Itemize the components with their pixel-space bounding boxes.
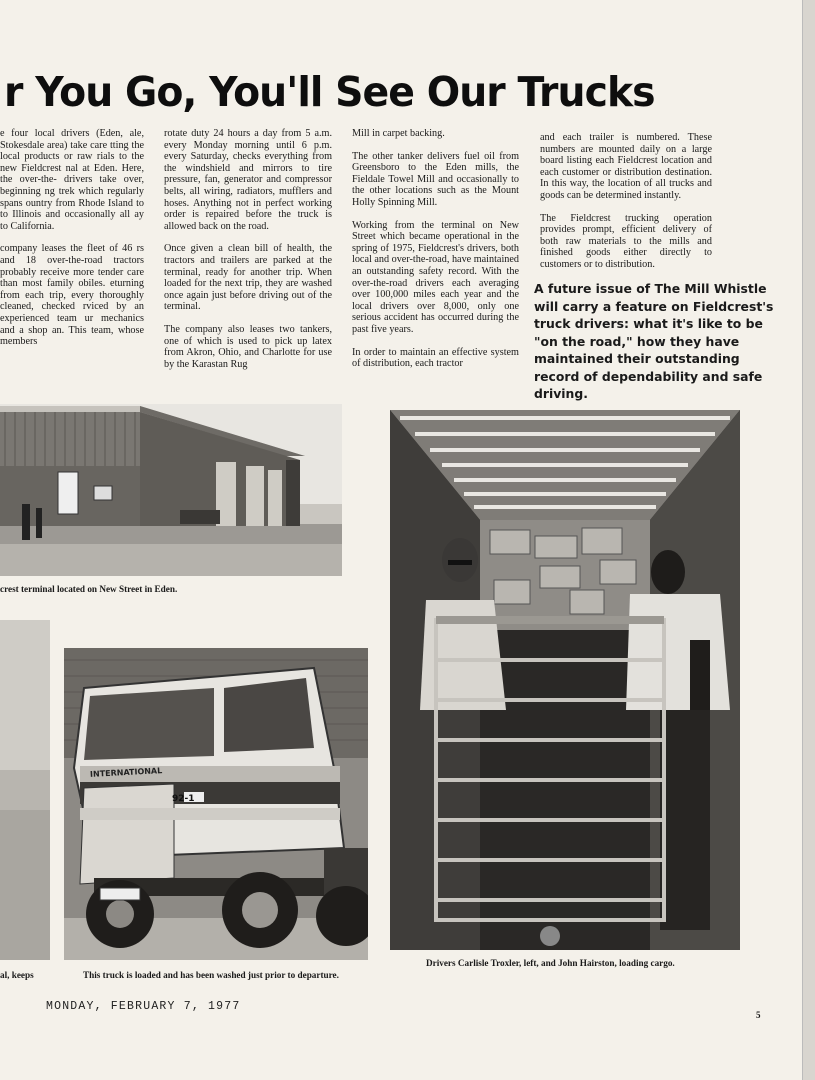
paragraph: The other tanker delivers fuel oil from Greensboro to the Eden mills, the Fieldale Towel Mill and occasionally to the other locations such as the Mount Holly Spinning Mill. bbox=[352, 150, 519, 208]
terminal-illustration bbox=[0, 404, 342, 576]
paragraph: Mill in carpet backing. bbox=[352, 128, 445, 139]
paragraph: company leases the fleet of 46 rs and 18 over-the-road tractors probably receive more tender care than most family obiles. eturning from each trip, every thoroughly cleaned, checked rviced by an experienced team ur mechanics and a shop an. This team, whose members bbox=[0, 243, 144, 348]
left-fragment-caption: al, keeps bbox=[0, 970, 34, 980]
paragraph: Working from the terminal on New Street which became operational in the spring of 1975, Fieldcrest's drivers, both local and over-the-road, have maintained an outstanding safety record. With the over-the-road drivers each averaging over 100,000 miles each year and the local drivers over 8,000, only one serious accident has occurred during the past five years. bbox=[352, 219, 519, 335]
drivers-photo bbox=[390, 410, 740, 950]
article-column-3 bbox=[352, 128, 519, 370]
article-column-4 bbox=[540, 132, 712, 271]
truck-brand-label: INTERNATIONAL bbox=[89, 766, 163, 779]
drivers-illustration bbox=[390, 410, 740, 950]
truck-caption: This truck is loaded and has been washed just prior to departure. bbox=[83, 970, 339, 980]
page-number: 5 bbox=[756, 1010, 761, 1020]
terminal-caption: crest terminal located on New Street in Eden. bbox=[0, 584, 178, 594]
teaser-text: A future issue of The Mill Whistle will carry a feature on Fieldcrest's truck drivers: what it's like to be "on the road," how they have maintained their outstanding record of dependability and safe driving. bbox=[534, 281, 774, 401]
left-edge-photo bbox=[0, 620, 50, 960]
terminal-photo bbox=[0, 404, 342, 576]
paragraph: The Fieldcrest trucking operation provides prompt, efficient delivery of both raw materials to the mills and finished goods either directly to customers or to distribution. bbox=[540, 212, 712, 270]
truck-number-label: 92-1 bbox=[172, 794, 195, 804]
paragraph: Once given a clean bill of health, the tractors and trailers are parked at the terminal, ready for another trip. When loaded for the next trip, they are washed once again just before driving out of the terminal. bbox=[164, 243, 332, 313]
article-column-1 bbox=[0, 128, 144, 348]
paragraph: The company also leases two tankers, one of which is used to pick up latex from Akron, Ohio, and Charlotte for use by the Karastan Rug bbox=[164, 323, 332, 370]
issue-date: MONDAY, FEBRUARY 7, 1977 bbox=[46, 1000, 241, 1013]
headline: r You Go, You'll See Our Trucks bbox=[4, 68, 655, 116]
left-edge-illustration bbox=[0, 620, 50, 960]
truck-photo bbox=[64, 648, 368, 960]
paragraph: and each trailer is numbered. These numbers are mounted daily on a large board listing each Fieldcrest location and each customer or distribution destination. In this way, the location of all trucks and goods can be determined instantly. bbox=[540, 132, 712, 201]
page-edge bbox=[802, 0, 815, 1080]
paragraph: rotate duty 24 hours a day from 5 a.m. every Monday morning until 6 p.m. every Saturday, checks everything from the windshield and mirrors to tire pressure, fan, generator and compressor belts, all wiring, radiators, mufflers and hoses. Anything not in perfect working order is repaired before the truck is allowed back on the road. bbox=[164, 128, 332, 232]
drivers-caption: Drivers Carlisle Troxler, left, and John Hairston, loading cargo. bbox=[426, 958, 675, 968]
paragraph: e four local drivers (Eden, ale, Stokesdale area) take care tting the local products or raw rials to the new Fieldcrest nal at Eden. Here, the over-the- drivers take over, beginning ng trek which regularly spans ountry from Rhode Island to to Illinois and occasionally all ay to California. bbox=[0, 128, 144, 232]
paragraph: In order to maintain an effective system of distribution, each tractor bbox=[352, 346, 519, 370]
article-column-2 bbox=[164, 128, 332, 370]
truck-illustration bbox=[64, 648, 368, 960]
